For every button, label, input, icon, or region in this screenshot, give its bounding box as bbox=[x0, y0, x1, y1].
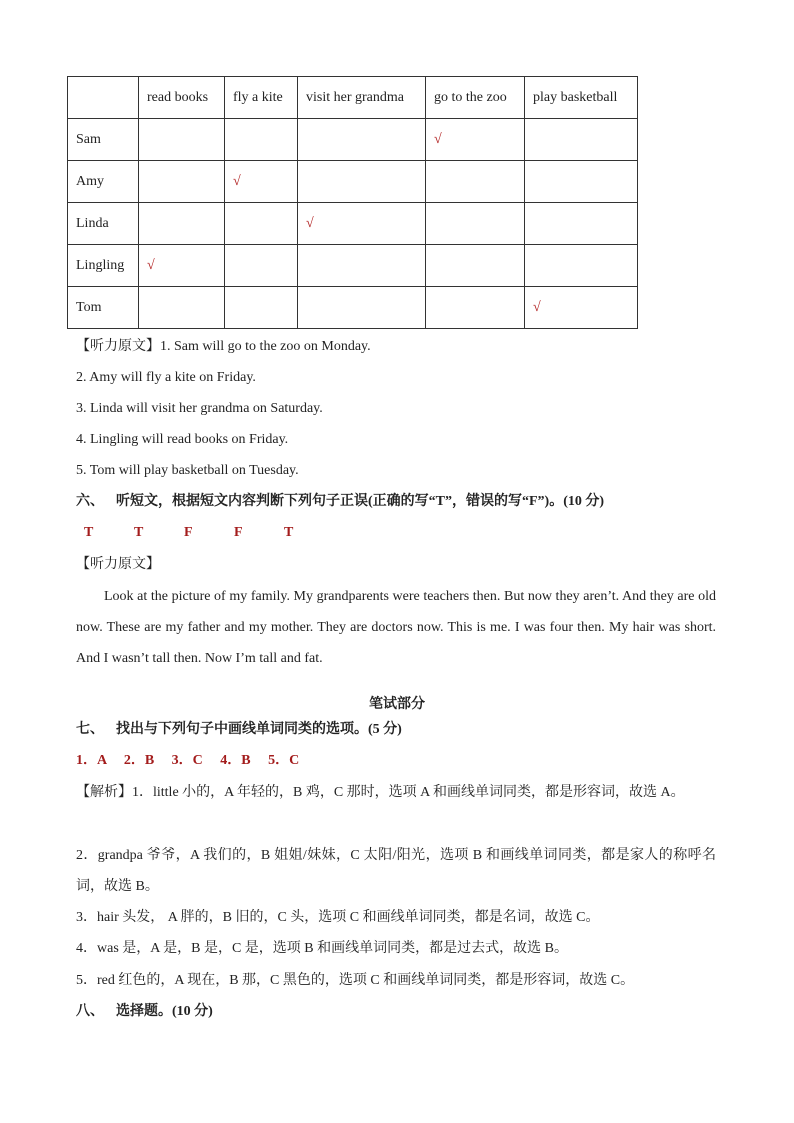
section-8-heading bbox=[76, 1002, 213, 1022]
section-number: 八、 bbox=[76, 1004, 104, 1019]
listening-line-4: 4. Lingling will read books on Friday. bbox=[76, 432, 289, 447]
table-header-cell: fly a kite bbox=[225, 77, 298, 119]
table-header-cell: go to the zoo bbox=[426, 77, 525, 119]
passage-text: Look at the picture of my family. My grandparents were teachers then. But now they aren’t. And they are old now. These are my father and my mother. They are doctors now. This is me. I was four then. My hair was short. And I wasn’t tall then. Now I’m tall and fat. bbox=[76, 589, 716, 666]
check-cell bbox=[225, 119, 298, 161]
check-cell: √ bbox=[139, 245, 225, 287]
table-header-row bbox=[68, 77, 638, 119]
section-number: 六、 bbox=[76, 494, 104, 509]
analysis-label: 【解析】 bbox=[76, 785, 132, 800]
analysis-1 bbox=[76, 777, 716, 808]
check-cell: √ bbox=[525, 287, 638, 329]
answer: T bbox=[84, 525, 94, 540]
section-title: 选择题。(10 分) bbox=[116, 1004, 213, 1019]
section-title: 听短文，根据短文内容判断下列句子正误(正确的写“T”，错误的写“F”)。(10 分) bbox=[116, 494, 605, 509]
check-cell bbox=[426, 161, 525, 203]
answer: T bbox=[134, 525, 144, 540]
listening-line-2: 2. Amy will fly a kite on Friday. bbox=[76, 370, 256, 385]
check-cell bbox=[139, 203, 225, 245]
section-title: 找出与下列句子中画线单词同类的选项。(5 分) bbox=[116, 722, 402, 737]
listening-text: 1. Sam will go to the zoo on Monday. bbox=[160, 339, 371, 354]
analysis-text: 1．little 小的，A 年轻的，B 鸡，C 那时，选项 A 和画线单词同类，都是形容词，故选 A。 bbox=[132, 785, 685, 800]
table-row bbox=[68, 119, 638, 161]
row-name: Amy bbox=[68, 161, 139, 203]
row-name: Lingling bbox=[68, 245, 139, 287]
check-cell bbox=[298, 119, 426, 161]
check-cell bbox=[525, 161, 638, 203]
section-6-heading bbox=[76, 492, 604, 512]
section-7-answers: 1．A 2．B 3．C 4．B 5．C bbox=[76, 753, 300, 768]
activity-table bbox=[67, 76, 638, 329]
analysis-2: 2．grandpa 爷爷，A 我们的，B 姐姐/妹妹，C 太阳/阳光，选项 B 和画线单词同类，都是家人的称呼名词，故选 B。 bbox=[76, 848, 716, 894]
row-name: Sam bbox=[68, 119, 139, 161]
analysis-3: 3．hair 头发， A 胖的，B 旧的，C 头，选项 C 和画线单词同类，都是名词，故选 C。 bbox=[76, 910, 600, 925]
table-header-cell bbox=[68, 77, 139, 119]
answer: F bbox=[234, 525, 243, 540]
check-cell bbox=[426, 287, 525, 329]
analysis-5: 5．red 红色的，A 现在，B 那，C 黑色的，选项 C 和画线单词同类，都是形容词，故选 C。 bbox=[76, 973, 635, 988]
table-row bbox=[68, 287, 638, 329]
row-name: Tom bbox=[68, 287, 139, 329]
check-cell bbox=[525, 119, 638, 161]
check-cell bbox=[298, 287, 426, 329]
listening-line-1 bbox=[76, 337, 371, 357]
check-cell bbox=[225, 245, 298, 287]
answer: T bbox=[284, 525, 294, 540]
check-cell bbox=[225, 203, 298, 245]
listening-line-5: 5. Tom will play basketball on Tuesday. bbox=[76, 463, 299, 478]
check-cell bbox=[298, 245, 426, 287]
listening-label: 【听力原文】 bbox=[76, 339, 160, 354]
check-cell: √ bbox=[426, 119, 525, 161]
section-7-heading bbox=[76, 720, 402, 740]
check-cell bbox=[139, 287, 225, 329]
check-cell bbox=[139, 161, 225, 203]
check-cell bbox=[525, 245, 638, 287]
check-cell bbox=[225, 287, 298, 329]
row-name: Linda bbox=[68, 203, 139, 245]
answer: F bbox=[184, 525, 193, 540]
check-cell bbox=[426, 203, 525, 245]
listening-line-3: 3. Linda will visit her grandma on Saturday. bbox=[76, 401, 323, 416]
table-row bbox=[68, 245, 638, 287]
check-cell bbox=[426, 245, 525, 287]
check-cell: √ bbox=[225, 161, 298, 203]
check-cell bbox=[298, 161, 426, 203]
section-number: 七、 bbox=[76, 722, 104, 737]
table-row bbox=[68, 203, 638, 245]
table-row bbox=[68, 161, 638, 203]
check-cell bbox=[139, 119, 225, 161]
section-6-listening-label: 【听力原文】 bbox=[76, 557, 160, 572]
section-6-passage bbox=[76, 581, 716, 674]
table-header-cell: play basketball bbox=[525, 77, 638, 119]
check-cell: √ bbox=[298, 203, 426, 245]
table-header-cell: read books bbox=[139, 77, 225, 119]
section-6-answers bbox=[84, 523, 334, 543]
analysis-4: 4．was 是，A 是，B 是，C 是，选项 B 和画线单词同类，都是过去式，故选 B。 bbox=[76, 941, 568, 956]
written-part-title: 笔试部分 bbox=[369, 697, 425, 712]
check-cell bbox=[525, 203, 638, 245]
table-header-cell: visit her grandma bbox=[298, 77, 426, 119]
